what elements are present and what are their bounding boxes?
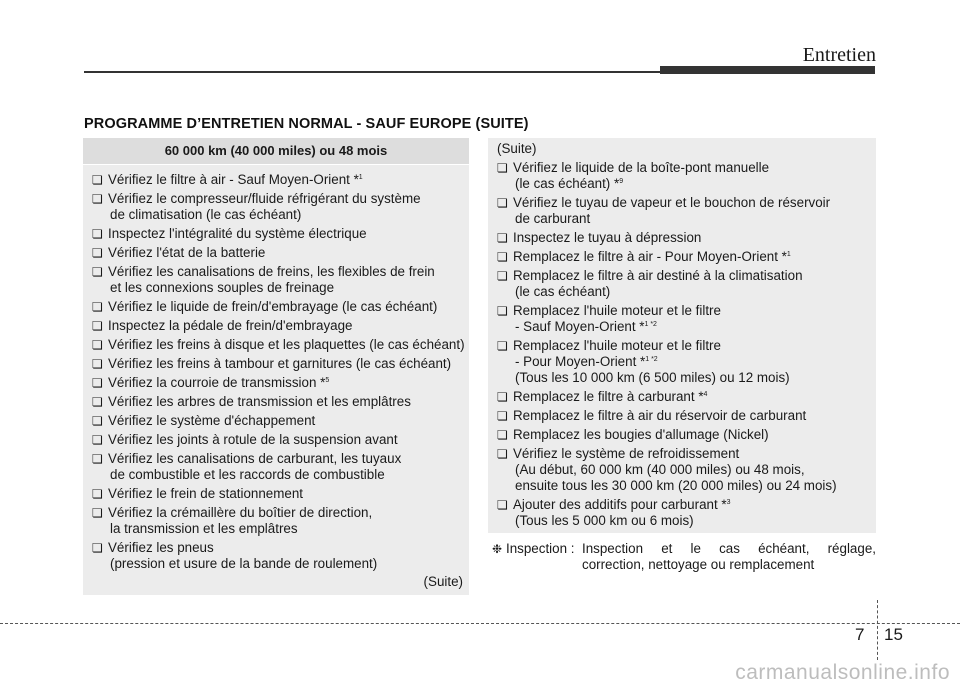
checklist-item-text: (pression et usure de la bande de roulement) (110, 556, 378, 571)
checklist-item (497, 268, 868, 300)
header-rule-thick (660, 66, 875, 74)
checklist-item-text: ❏ Vérifiez les pneus (108, 540, 214, 555)
checklist-item-text: ❏ Vérifiez le tuyau de vapeur et le bouchon de réservoir (513, 195, 831, 210)
checklist-item (92, 245, 461, 261)
checklist-item-text: ❏ Ajouter des additifs pour carburant *$^3$ (513, 497, 731, 512)
checklist-item-text: ensuite tous les 30 000 km (20 000 miles) ou 24 mois) (515, 478, 837, 493)
checklist-item-text: ❏ Inspectez la pédale de frein/d'embrayage (108, 318, 353, 333)
checklist-item-text: de carburant (515, 211, 591, 226)
footnote-ref: 4 (703, 391, 708, 398)
checklist-item (92, 299, 461, 315)
checklist-item-text: ❏ Vérifiez la courroie de transmission *$^5$ (108, 375, 330, 390)
checklist-item-text: ❏ Vérifiez le frein de stationnement (108, 486, 304, 501)
checklist-item (497, 303, 868, 335)
checklist-item (92, 375, 461, 391)
checklist-item (92, 356, 461, 372)
checklist-item (92, 318, 461, 334)
checklist-item (92, 505, 461, 537)
checklist-item-text: - Pour Moyen-Orient *$^{1 *2}$ (515, 354, 658, 369)
checklist-item (92, 172, 461, 188)
footnote-ref: 1 *2 (644, 321, 657, 328)
checklist-item-text: ❏ Vérifiez la crémaillère du boîtier de direction, (108, 505, 373, 520)
checklist-item (497, 249, 868, 265)
note-text-line-1: Inspection et le cas échéant, réglage, (582, 541, 876, 556)
maintenance-column-left (83, 138, 469, 595)
checklist-left (83, 165, 469, 572)
checklist-item (497, 389, 868, 405)
checklist-item-text: ❏ Remplacez l'huile moteur et le filtre (513, 303, 721, 318)
checklist-right (488, 160, 876, 529)
checklist-item-text: de combustible et les raccords de combustible (110, 467, 385, 482)
checklist-item-text: ❏ Remplacez le filtre à carburant *$^4$ (513, 389, 708, 404)
checklist-item-text: ❏ Inspectez l'intégralité du système électrique (108, 226, 367, 241)
note-label: Inspection : (506, 541, 575, 556)
checklist-item-text: (le cas échéant) *$^9$ (515, 176, 624, 191)
checklist-item-text: (Au début, 60 000 km (40 000 miles) ou 48 mois, (515, 462, 805, 477)
checklist-item-text: (le cas échéant) (515, 284, 611, 299)
checklist-item-text: ❏ Vérifiez les freins à tambour et garnitures (le cas échéant) (108, 356, 452, 371)
checklist-item-text: ❏ Vérifiez le filtre à air - Sauf Moyen-Orient *$^1$ (108, 172, 363, 187)
page-number: 15 (884, 625, 903, 644)
footnote-ref: 1 (786, 251, 791, 258)
chapter-header-title: Entretien (802, 44, 876, 66)
checklist-item-text: ❏ Vérifiez le liquide de frein/d'embrayage (le cas échéant) (108, 299, 438, 314)
checklist-item-text: de climatisation (le cas échéant) (110, 207, 302, 222)
checklist-item (92, 226, 461, 242)
checklist-item-text: la transmission et les emplâtres (110, 521, 298, 536)
checklist-item (497, 497, 868, 529)
checklist-item-text: ❏ Remplacez les bougies d'allumage (Nickel) (513, 427, 769, 442)
footnote-ref: 1 *2 (645, 356, 658, 363)
checklist-item-text: ❏ Remplacez le filtre à air destiné à la climatisation (513, 268, 803, 283)
continued-label: (Suite) (423, 574, 463, 589)
checklist-item-text: ❏ Remplacez le filtre à air du réservoir de carburant (513, 408, 807, 423)
checklist-item-text: ❏ Vérifiez le système de refroidissement (513, 446, 740, 461)
checklist-item-text: - Sauf Moyen-Orient *$^{1 *2}$ (515, 319, 657, 334)
checklist-item (497, 446, 868, 494)
checklist-item (92, 264, 461, 296)
checklist-item (92, 540, 461, 572)
checklist-item-text: ❏ Vérifiez le système d'échappement (108, 413, 316, 428)
checklist-item-text: ❏ Vérifiez l'état de la batterie (108, 245, 266, 260)
checklist-item (497, 160, 868, 192)
maintenance-column-right (488, 138, 876, 533)
footer-divider (877, 600, 878, 660)
checklist-item (92, 394, 461, 410)
note-symbol-icon: ❉ (492, 542, 503, 556)
checklist-item-text: ❏ Vérifiez les canalisations de carburant, les tuyaux (108, 451, 402, 466)
checklist-item-text: ❏ Vérifiez les freins à disque et les plaquettes (le cas échéant) (108, 337, 465, 352)
note-text-line-2: correction, nettoyage ou remplacement (582, 557, 815, 572)
checklist-item (497, 408, 868, 424)
checklist-item (92, 432, 461, 448)
checklist-item-text: ❏ Remplacez l'huile moteur et le filtre (513, 338, 721, 353)
checklist-item-text: (Tous les 5 000 km ou 6 mois) (515, 513, 694, 528)
checklist-item (92, 413, 461, 429)
chapter-number: 7 (855, 625, 865, 644)
checklist-item (92, 191, 461, 223)
header-rule-thin (84, 71, 664, 73)
footnote-ref: 5 (325, 377, 330, 384)
section-title: PROGRAMME D’ENTRETIEN NORMAL - SAUF EUROPE (SUITE) (84, 116, 529, 132)
checklist-item (92, 486, 461, 502)
checklist-item (497, 338, 868, 386)
checklist-item (497, 195, 868, 227)
watermark: carmanualsonline.info (735, 661, 950, 684)
checklist-item-text: ❏ Vérifiez les joints à rotule de la suspension avant (108, 432, 398, 447)
checklist-item-text: ❏ Inspectez le tuyau à dépression (513, 230, 702, 245)
checklist-item (92, 451, 461, 483)
checklist-item-text: ❏ Vérifiez les arbres de transmission et les emplâtres (108, 394, 411, 409)
checklist-item-text: et les connexions souples de freinage (110, 280, 335, 295)
checklist-item-text: ❏ Remplacez le filtre à air - Pour Moyen-Orient *$^1$ (513, 249, 791, 264)
checklist-item-text: ❏ Vérifiez le liquide de la boîte-pont manuelle (513, 160, 770, 175)
interval-heading: 60 000 km (40 000 miles) ou 48 mois (83, 138, 469, 165)
checklist-item-text: ❏ Vérifiez les canalisations de freins, les flexibles de frein (108, 264, 435, 279)
continued-label: (Suite) (497, 141, 537, 156)
checklist-item-text: ❏ Vérifiez le compresseur/fluide réfrigérant du système (108, 191, 421, 206)
checklist-item (497, 230, 868, 246)
inspection-note (492, 541, 876, 573)
footnote-ref: 1 (358, 174, 363, 181)
footnote-ref: 9 (619, 178, 624, 185)
footnote-ref: 3 (726, 499, 731, 506)
footer-rule (0, 623, 960, 624)
checklist-item (497, 427, 868, 443)
checklist-item-text: (Tous les 10 000 km (6 500 miles) ou 12 mois) (515, 370, 790, 385)
checklist-item (92, 337, 465, 353)
